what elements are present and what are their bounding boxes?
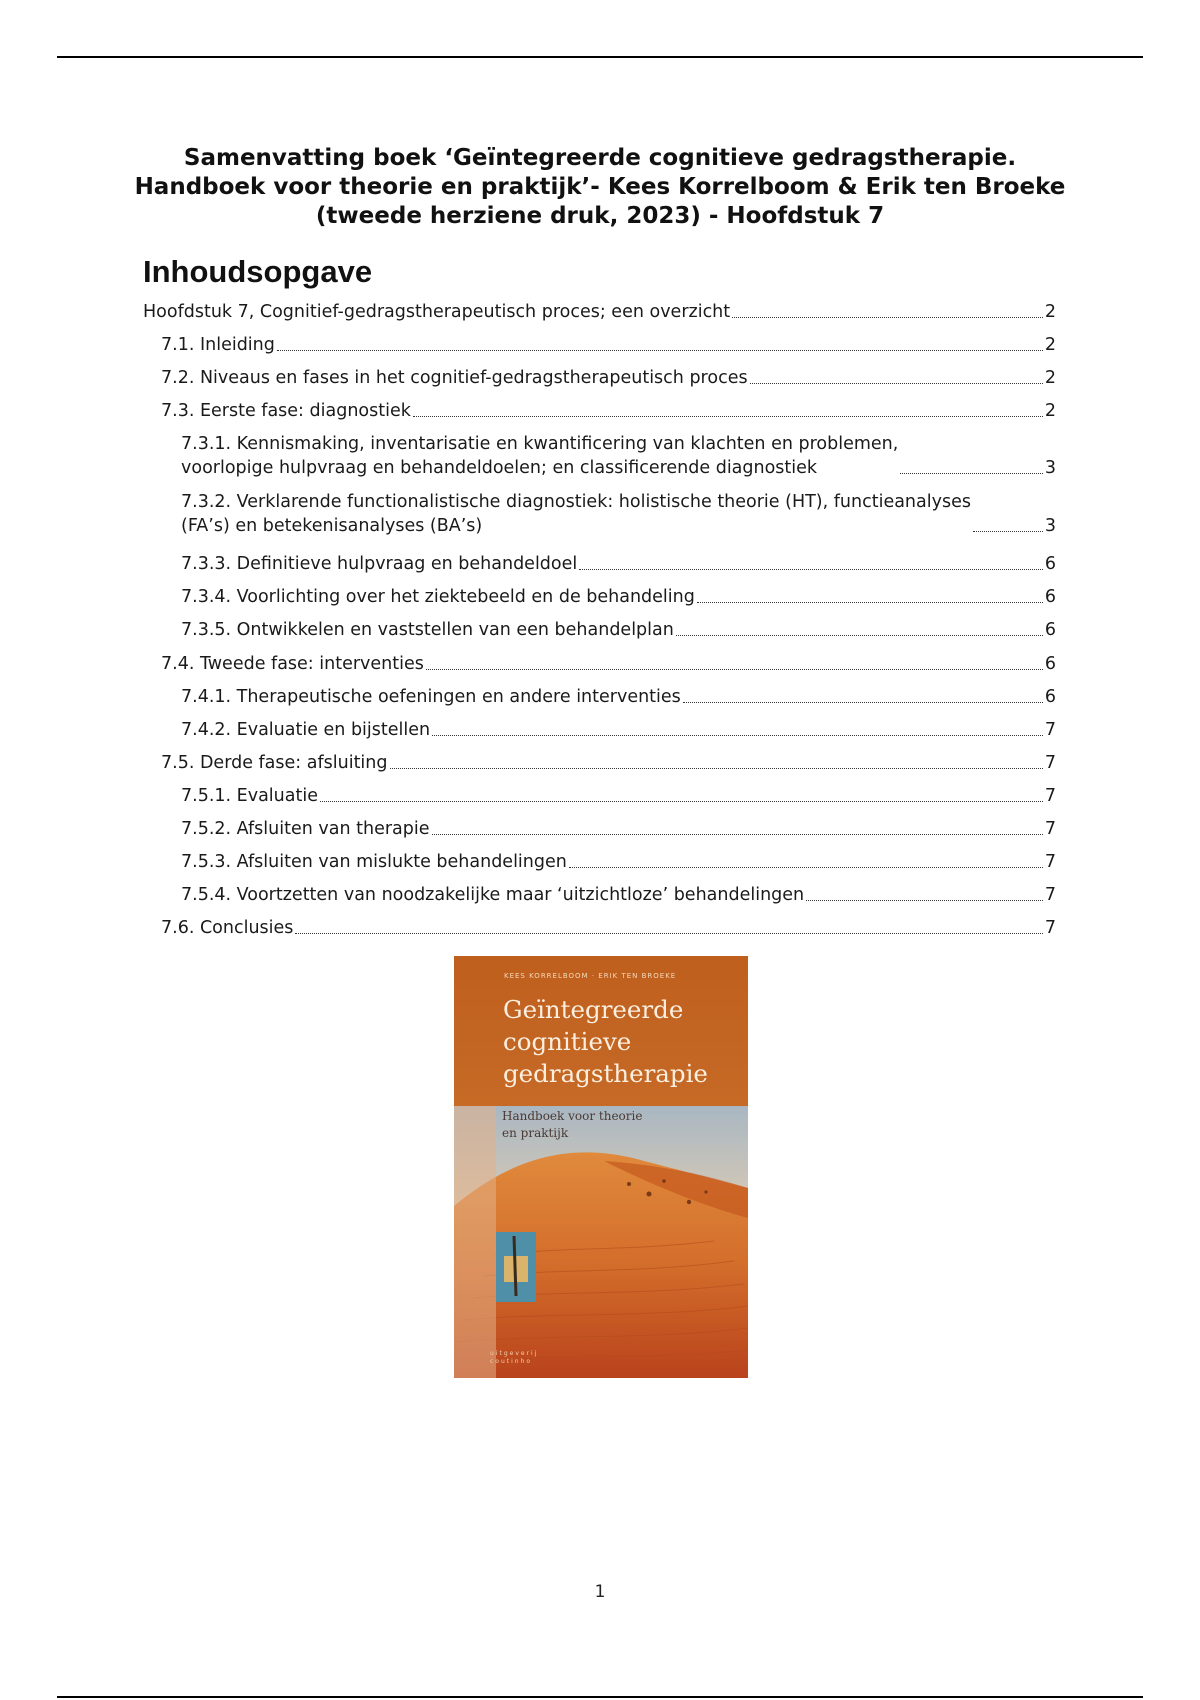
toc-entry[interactable]: [143, 751, 1056, 775]
toc-entry-page: 7: [1044, 918, 1056, 938]
toc-leader: [579, 569, 1043, 570]
toc-entry-line: (FA’s) en betekenisanalyses (BA’s): [181, 516, 483, 536]
cover-title-line: gedragstherapie: [503, 1059, 708, 1088]
toc-entry-text: 7.5.1. Evaluatie: [181, 786, 318, 806]
toc-leader: [697, 602, 1043, 603]
toc-leader: [750, 383, 1043, 384]
toc-entry-page: 2: [1044, 401, 1056, 421]
cover-subtitle-line: Handboek voor theorie: [502, 1109, 643, 1123]
toc-entry-page: 7: [1044, 720, 1056, 740]
toc-entry-text: 7.6. Conclusies: [161, 918, 294, 938]
toc-entry-page: 6: [1044, 554, 1056, 574]
toc-entry-text: 7.4.1. Therapeutische oefeningen en andere interventies: [181, 687, 681, 707]
toc-entry-text: 7.5. Derde fase: afsluiting: [161, 753, 388, 773]
toc-leader: [569, 867, 1043, 868]
toc-entry[interactable]: [143, 817, 1056, 841]
toc-entry[interactable]: [143, 432, 1056, 480]
cover-authors: KEES KORRELBOOM · ERIK TEN BROEKE: [504, 972, 677, 980]
toc-leader: [900, 473, 1043, 474]
toc-entry[interactable]: [143, 490, 1056, 538]
toc-heading: Inhoudsopgave: [143, 254, 373, 289]
toc-entry-page: 2: [1044, 335, 1056, 355]
toc-leader: [413, 416, 1043, 417]
cover-photo-tree: [514, 1236, 516, 1296]
toc-entry-text: [181, 490, 971, 538]
toc-entry[interactable]: [143, 552, 1056, 576]
toc-leader: [676, 635, 1043, 636]
title-line: (tweede herziene druk, 2023) - Hoofdstuk 7: [315, 203, 885, 229]
cover-subtitle: [502, 1108, 642, 1142]
cover-subtitle-line: en praktijk: [502, 1126, 569, 1140]
header-rule: [57, 56, 1143, 58]
toc-entry-line: 7.3.2. Verklarende functionalistische diagnostiek: holistische theorie (HT), functieanalyses: [181, 492, 971, 512]
toc-entry-page: 6: [1044, 620, 1056, 640]
title-line: Handboek voor theorie en praktijk’- Kees Korrelboom & Erik ten Broeke: [134, 174, 1066, 200]
toc-entry[interactable]: [143, 618, 1056, 642]
toc-entry-text: 7.1. Inleiding: [161, 335, 275, 355]
toc-entry-page: 3: [1044, 458, 1056, 478]
toc-entry[interactable]: [143, 685, 1056, 709]
toc-entry-page: 2: [1044, 368, 1056, 388]
toc-entry[interactable]: [143, 399, 1056, 423]
toc-entry-page: 7: [1044, 786, 1056, 806]
cover-title: [503, 994, 708, 1090]
toc-entry-text: 7.5.3. Afsluiten van mislukte behandelingen: [181, 852, 567, 872]
toc-leader: [732, 317, 1043, 318]
toc-entry[interactable]: [143, 585, 1056, 609]
toc-entry-text: 7.4.2. Evaluatie en bijstellen: [181, 720, 431, 740]
toc-leader: [295, 933, 1042, 934]
toc-leader: [973, 531, 1043, 532]
toc-entry-page: 2: [1044, 302, 1056, 322]
toc-entry[interactable]: [143, 718, 1056, 742]
title-line: Samenvatting boek ‘Geïntegreerde cognitieve gedragstherapie.: [183, 145, 1017, 171]
toc-entry-text: Hoofdstuk 7, Cognitief-gedragstherapeutisch proces; een overzicht: [143, 302, 731, 322]
toc-leader: [432, 834, 1043, 835]
toc-entry-text: 7.3.4. Voorlichting over het ziektebeeld en de behandeling: [181, 587, 695, 607]
toc-entry[interactable]: [143, 784, 1056, 808]
toc-entry-text: 7.3.5. Ontwikkelen en vaststellen van een behandelplan: [181, 620, 674, 640]
toc-leader: [320, 801, 1043, 802]
page-number: 1: [594, 1582, 606, 1602]
cover-publisher-line: coutinho: [490, 1358, 533, 1365]
toc-entry-page: 6: [1044, 654, 1056, 674]
toc-leader: [277, 350, 1043, 351]
toc-entry-line: 7.3.1. Kennismaking, inventarisatie en kwantificering van klachten en problemen,: [181, 434, 899, 454]
toc-entry-text: 7.3.3. Definitieve hulpvraag en behandeldoel: [181, 554, 578, 574]
footer-rule: [57, 1696, 1143, 1698]
document-title: [120, 144, 1080, 231]
toc-entry-text: [181, 432, 898, 480]
toc-entry-page: 3: [1044, 516, 1056, 536]
toc-leader: [432, 735, 1043, 736]
toc-entry-text: 7.2. Niveaus en fases in het cognitief-gedragstherapeutisch proces: [161, 368, 748, 388]
toc-entry-page: 7: [1044, 852, 1056, 872]
cover-publisher-line: uitgeverij: [490, 1350, 539, 1357]
toc-entry-text: 7.3. Eerste fase: diagnostiek: [161, 401, 411, 421]
book-cover-image: [454, 956, 748, 1378]
toc-entry[interactable]: [143, 652, 1056, 676]
toc-entry-text: 7.5.2. Afsluiten van therapie: [181, 819, 430, 839]
toc-entry-line: voorlopige hulpvraag en behandeldoelen; en classificerende diagnostiek: [181, 458, 818, 478]
toc-entry-text: 7.4. Tweede fase: interventies: [161, 654, 424, 674]
toc-entry-page: 6: [1044, 687, 1056, 707]
cover-title-line: cognitieve: [503, 1027, 632, 1056]
toc-entry[interactable]: [143, 850, 1056, 874]
toc-entry[interactable]: [143, 366, 1056, 390]
toc-entry[interactable]: [143, 883, 1056, 907]
cover-title-line: Geïntegreerde: [503, 995, 684, 1024]
toc-leader: [390, 768, 1043, 769]
toc-leader: [806, 900, 1043, 901]
toc-entry[interactable]: [143, 300, 1056, 324]
toc-leader: [426, 669, 1043, 670]
cover-publisher: [490, 1350, 538, 1366]
toc-entry-text: 7.5.4. Voortzetten van noodzakelijke maar ‘uitzichtloze’ behandelingen: [181, 885, 805, 905]
toc-entry[interactable]: [143, 916, 1056, 940]
toc-entry-page: 7: [1044, 819, 1056, 839]
toc-entry-page: 7: [1044, 753, 1056, 773]
toc-entry[interactable]: [143, 333, 1056, 357]
toc-entry-page: 6: [1044, 587, 1056, 607]
toc-entry-page: 7: [1044, 885, 1056, 905]
cover-spine-strip: [454, 1106, 496, 1378]
toc-leader: [683, 702, 1043, 703]
